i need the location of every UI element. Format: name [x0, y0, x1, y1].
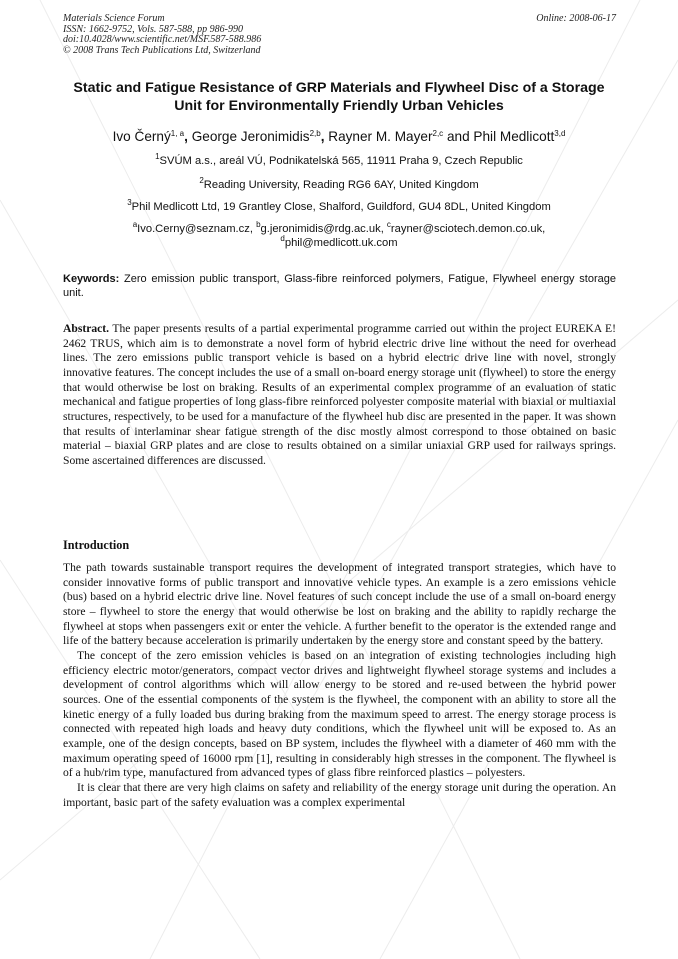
abstract-label: Abstract.	[63, 322, 110, 335]
email-b[interactable]: g.jeronimidis@rdg.ac.uk,	[260, 223, 384, 235]
author-separator: ,	[184, 129, 188, 144]
intro-paragraph-1: The path towards sustainable transport requires the development of integrated transport strategies, which have to consider innovative forms of public transport and innovative vehicle types. An example is a zero emissions vehicle (bus) based on a hybrid electric drive line. Novel features of such concept include the use of a small on-board energy store – flywheel to store the energy that would otherwise be lost on braking and the ability to rapidly recharge the flywheel at stops when passengers exit or enter the vehicle. A further benefit to the operator is the extended range and life of the battery because acceleration is primarily undertaken by the energy store and constant speed by the battery.	[63, 561, 616, 648]
author-list	[62, 128, 616, 146]
journal-name: Materials Science Forum	[63, 13, 165, 24]
affiliation-text: Reading University, Reading RG6 6AY, United Kingdom	[203, 179, 479, 191]
affiliation-3	[62, 200, 616, 214]
author-affiliation-mark: 3,d	[554, 129, 566, 138]
author-name: Rayner M. Mayer	[328, 129, 433, 144]
email-mark: b	[256, 220, 261, 229]
email-mark: d	[280, 234, 285, 243]
author-affiliation-mark: 1, a	[170, 129, 185, 138]
affiliation-number: 3	[127, 198, 132, 207]
email-a[interactable]: Ivo.Cerny@seznam.cz,	[137, 223, 253, 235]
email-list	[62, 222, 616, 250]
author-separator: and	[446, 129, 470, 144]
affiliation-1	[62, 154, 616, 168]
keywords-text: Zero emission public transport, Glass-fibre reinforced polymers, Fatigue, Flywheel energy storage unit.	[63, 273, 616, 299]
intro-paragraph-2: The concept of the zero emission vehicles is based on an integration of existing technologies including high efficiency electric motor/generators, compact vector drives and lightweight flywheel storage systems and includes a development of control algorithms which will allow energy to be stored and re-used between the hybrid power sources. One of the essential components of the system is the flywheel, the component with an ability to store all the kinetic energy of a fully loaded bus during braking from the maximum speed to arrest. The energy storage process is connected with repeated high loads and heavy duty conditions, which the flywheel unit will be exposed to. As an example, one of the design concepts, based on BP system, includes the flywheel with a diameter of 460 mm with the maximum operating speed of 16000 rpm [1], resulting in considerably high stresses in the component. The flywheel is of a hub/rim type, manufactured from advanced types of glass fibre reinforced plastics – polyesters.	[63, 648, 616, 780]
author-name: Ivo Černý	[112, 129, 171, 144]
introduction-body	[63, 561, 616, 810]
copyright-line: © 2008 Trans Tech Publications Ltd, Switzerland	[63, 44, 261, 56]
email-mark: a	[132, 220, 138, 229]
affiliation-number: 2	[199, 176, 204, 185]
online-date: Online: 2008-06-17	[536, 13, 616, 24]
intro-paragraph-3: It is clear that there are very high claims on safety and reliability of the energy storage unit during the operation. An important, basic part of the safety evaluation was a complex experimental	[63, 780, 616, 809]
abstract	[63, 322, 616, 469]
keywords-label: Keywords:	[63, 273, 120, 285]
issn-line: ISSN: 1662-9752, Vols. 587-588, pp 986-990	[63, 23, 243, 35]
author-name: George Jeronimidis	[191, 129, 310, 144]
email-d[interactable]: phil@medlicott.uk.com	[284, 237, 398, 249]
keywords	[63, 272, 616, 300]
doi-line: doi:10.4028/www.scientific.net/MSF.587-588.986	[63, 34, 262, 46]
author-affiliation-mark: 2,c	[432, 129, 444, 138]
author-separator: ,	[320, 129, 325, 144]
email-mark: c	[386, 220, 391, 229]
affiliation-2	[62, 178, 616, 192]
affiliation-text: Phil Medlicott Ltd, 19 Grantley Close, Shalford, Guildford, GU4 8DL, United Kingdom	[131, 201, 551, 213]
author-affiliation-mark: 2,b	[309, 129, 321, 138]
journal-header	[63, 14, 616, 56]
affiliation-text: SVÚM a.s., areál VÚ, Podnikatelská 565, 11911 Praha 9, Czech Republic	[159, 155, 523, 167]
paper-title: Static and Fatigue Resistance of GRP Materials and Flywheel Disc of a Storage Unit for Environmentally Friendly Urban Vehicles	[73, 80, 605, 114]
author-name: Phil Medlicott	[473, 129, 555, 144]
abstract-text: The paper presents results of a partial experimental programme carried out within the project EUREKA E! 2462 TRUS, which aim is to demonstrate a novel form of hybrid electric drive line without the need for overhead lines. The zero emissions public transport vehicle is based on a hybrid electric drive line with novel, strongly innovative features. The concept includes the use of a small on-board energy storage unit (flywheel) to store the energy that would otherwise be lost on braking. Results of an experimental complex programme of an evaluation of static mechanical and fatigue properties of long glass-fibre reinforced polyester composite material with biaxial or multiaxial structures, respectively, to be used for a manufacture of the flywheel hub disc are presented in the paper. It was shown that results of interlaminar shear fatigue strength of the disc mostly almost correspond to those obtained on basic material – biaxial GRP plates and are close to results obtained on a similar uniaxial GRP used for railways springs. Some ascertained differences are discussed.	[63, 322, 616, 467]
email-c[interactable]: rayner@sciotech.demon.co.uk,	[390, 223, 546, 235]
section-heading-introduction: Introduction	[63, 538, 130, 552]
affiliation-number: 1	[155, 152, 160, 161]
